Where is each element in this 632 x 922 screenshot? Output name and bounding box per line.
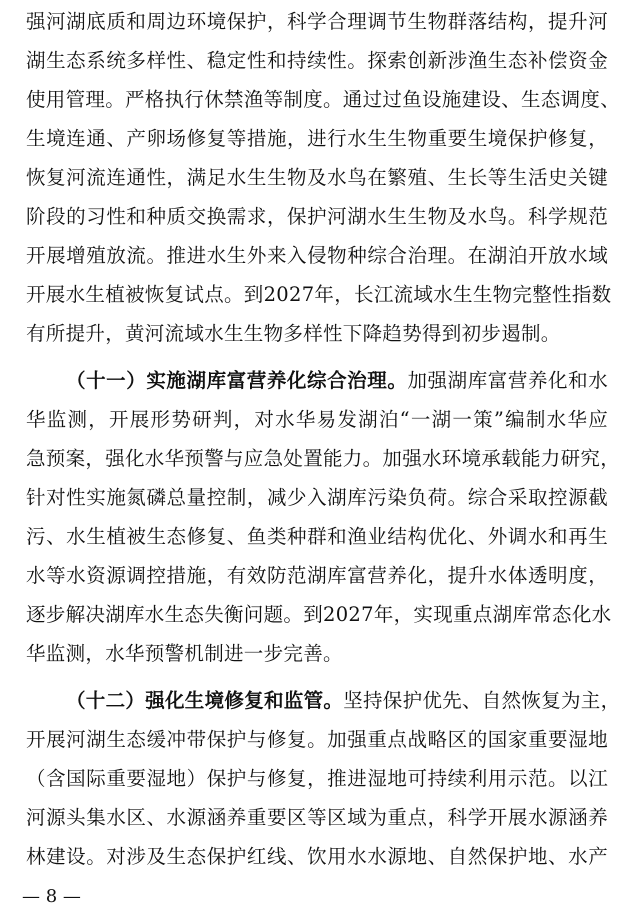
paragraph-line: 针对性实施氮磷总量控制，减少入湖库污染负荷。综合采取控源截 [26,486,608,509]
section-first-line-text: 加强湖库富营养化和水 [407,369,608,392]
paragraph-line: 华监测，开展形势研判，对水华易发湖泊“一湖一策”编制水华应 [26,408,608,431]
section-heading: （十二）强化生境修复和监管。 [66,689,344,712]
paragraph-line: 急预案，强化水华预警与应急处置能力。加强水环境承载能力研究， [26,447,621,470]
paragraph-line: 开展水生植被恢复试点。到2027年，长江流域水生生物完整性指数 [26,283,612,306]
paragraph-line: 河源头集水区、水源涵养重要区等区域为重点，科学开展水源涵养 [26,806,608,829]
section-heading: （十一）实施湖库富营养化综合治理。 [66,369,408,392]
paragraph-line: 开展河湖生态缓冲带保护与修复。加强重点战略区的国家重要湿地 [26,728,608,751]
section-first-line-text: 坚持保护优先、自然恢复为主， [343,689,621,712]
paragraph-line: 生境连通、产卵场修复等措施，进行水生生物重要生境保护修复， [26,127,608,150]
paragraph-line: 林建设。对涉及生态保护红线、饮用水水源地、自然保护地、水产 [26,845,608,868]
paragraph-line: 水等水资源调控措施，有效防范湖库富营养化，提升水体透明度， [26,564,608,587]
paragraph-line: 湖生态系统多样性、稳定性和持续性。探索创新涉渔生态补偿资金 [26,49,608,72]
paragraph-line: 逐步解决湖库水生态失衡问题。到2027年，实现重点湖库常态化水 [26,603,612,626]
paragraph-line: 恢复河流连通性，满足水生生物及水鸟在繁殖、生长等生活史关键 [26,166,608,189]
paragraph-line: （含国际重要湿地）保护与修复，推进湿地可持续利用示范。以江 [26,767,608,790]
paragraph-line: 污、水生植被生态修复、鱼类种群和渔业结构优化、外调水和再生 [26,525,608,548]
paragraph-line: 开展增殖放流。推进水生外来入侵物种综合治理。在湖泊开放水域 [26,244,608,267]
paragraph-line: 使用管理。严格执行休禁渔等制度。通过过鱼设施建设、生态调度、 [26,88,621,111]
paragraph-line: 强河湖底质和周边环境保护，科学合理调节生物群落结构，提升河 [26,10,608,33]
section-first-line [66,365,608,397]
page-number: — 8 — [22,886,81,907]
section-first-line [66,685,621,717]
paragraph-line: 华监测，水华预警机制进一步完善。 [26,642,343,665]
paragraph-line: 有所提升，黄河流域水生生物多样性下降趋势得到初步遏制。 [26,322,561,345]
paragraph-line: 阶段的习性和种质交换需求，保护河湖水生生物及水鸟。科学规范 [26,205,608,228]
